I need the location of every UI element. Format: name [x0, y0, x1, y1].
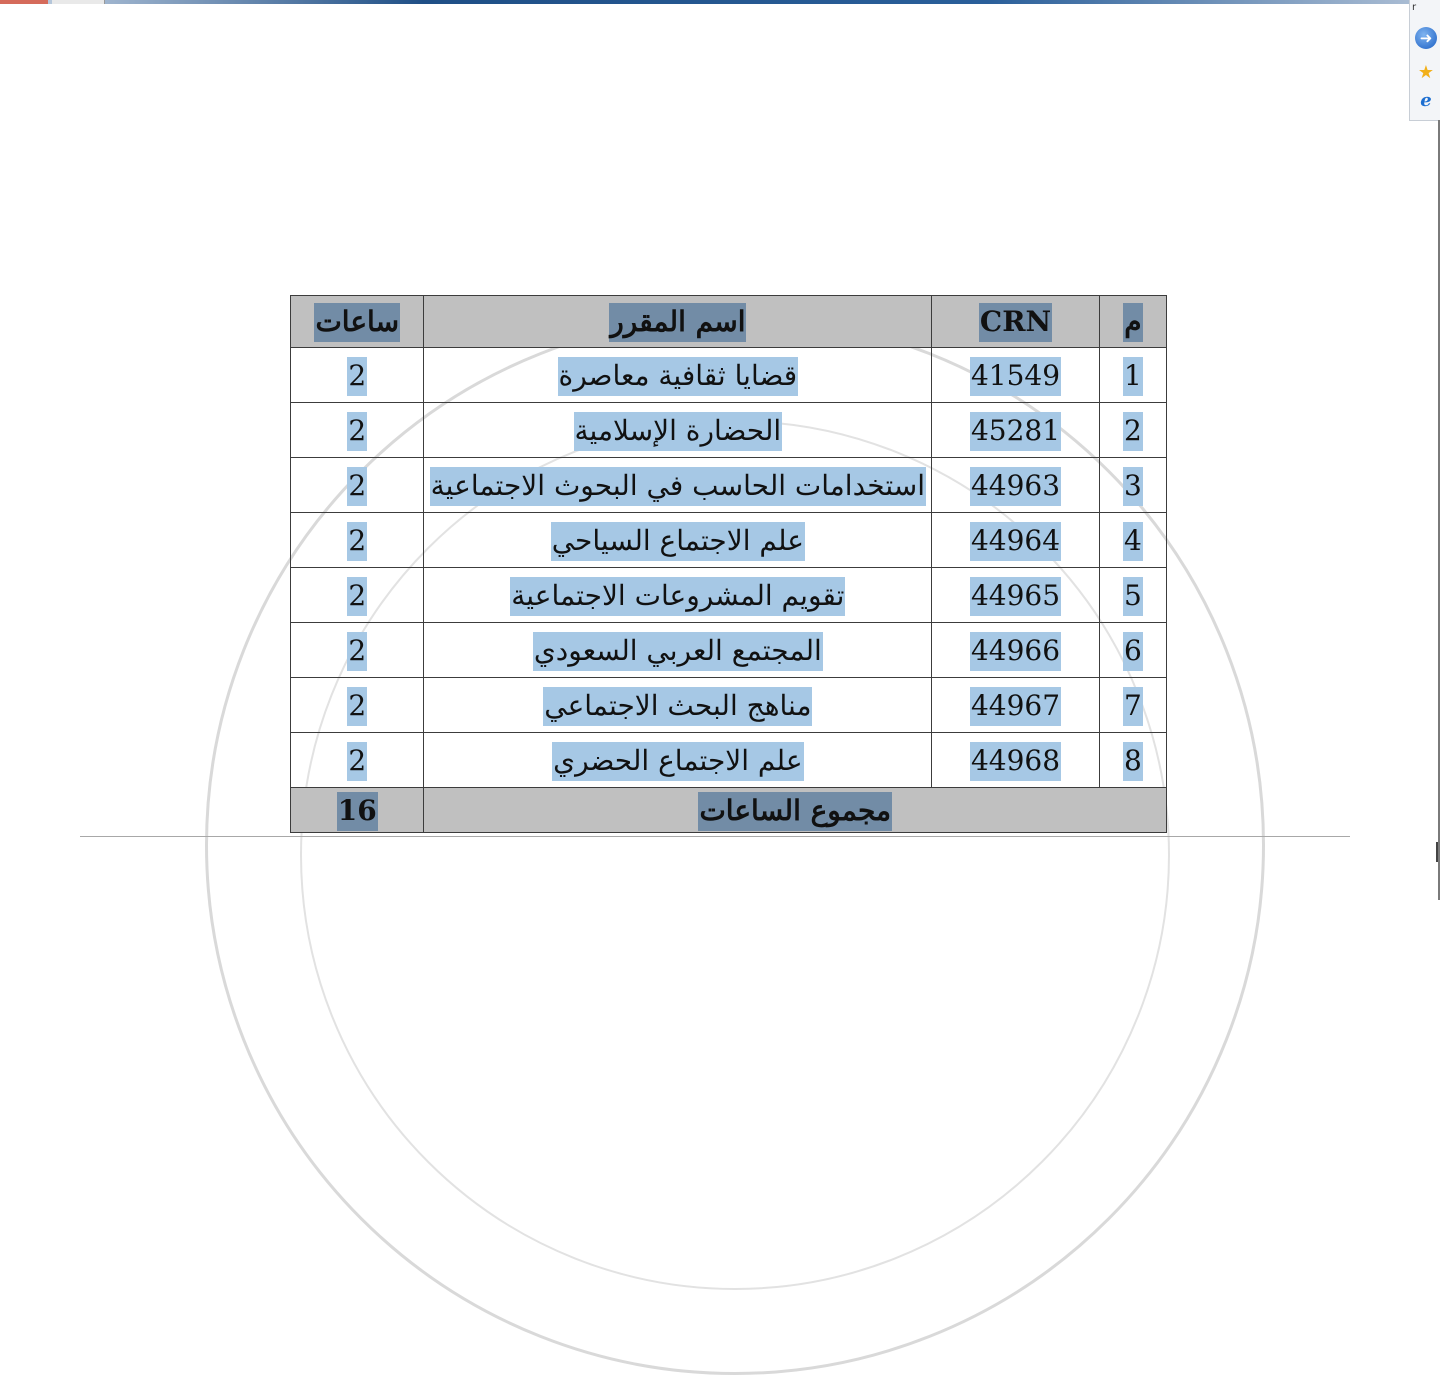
cell-index: 4 [1099, 513, 1166, 568]
table-row [291, 458, 1167, 513]
header-crn: CRN [932, 296, 1100, 348]
cell-crn: 44967 [932, 678, 1100, 733]
cell-course-name: الحضارة الإسلامية [424, 403, 932, 458]
cell-course-name: المجتمع العربي السعودي [424, 623, 932, 678]
browser-side-panel [1409, 0, 1440, 121]
header-index: م [1099, 296, 1166, 348]
total-hours-label: مجموع الساعات [424, 788, 1167, 833]
cell-index: 5 [1099, 568, 1166, 623]
clipped-text: r [1412, 2, 1417, 13]
cell-index: 1 [1099, 348, 1166, 403]
cell-index: 8 [1099, 733, 1166, 788]
browser-tab[interactable] [0, 0, 48, 4]
table-row [291, 678, 1167, 733]
cell-crn: 41549 [932, 348, 1100, 403]
table-row [291, 568, 1167, 623]
cell-hours: 2 [291, 733, 424, 788]
cell-crn: 44964 [932, 513, 1100, 568]
cell-index: 6 [1099, 623, 1166, 678]
cell-crn: 44963 [932, 458, 1100, 513]
browser-top-strip [0, 0, 1410, 4]
table-header-row [291, 296, 1167, 348]
cell-hours: 2 [291, 623, 424, 678]
header-hours: ساعات [291, 296, 424, 348]
internet-explorer-icon[interactable]: e [1420, 89, 1432, 111]
browser-tab[interactable] [52, 0, 105, 4]
cell-course-name: علم الاجتماع الحضري [424, 733, 932, 788]
cell-hours: 2 [291, 458, 424, 513]
cell-index: 7 [1099, 678, 1166, 733]
cell-course-name: تقويم المشروعات الاجتماعية [424, 568, 932, 623]
table-row [291, 623, 1167, 678]
cell-crn: 44968 [932, 733, 1100, 788]
table-row [291, 403, 1167, 458]
table-row [291, 733, 1167, 788]
cell-hours: 2 [291, 348, 424, 403]
cell-crn: 44965 [932, 568, 1100, 623]
favorites-star-icon[interactable]: ★ [1417, 61, 1435, 83]
cell-course-name: مناهج البحث الاجتماعي [424, 678, 932, 733]
cell-course-name: استخدامات الحاسب في البحوث الاجتماعية [424, 458, 932, 513]
cell-course-name: علم الاجتماع السياحي [424, 513, 932, 568]
cell-hours: 2 [291, 568, 424, 623]
cell-index: 2 [1099, 403, 1166, 458]
courses-table [290, 295, 1167, 833]
cell-hours: 2 [291, 403, 424, 458]
table-row [291, 348, 1167, 403]
cell-index: 3 [1099, 458, 1166, 513]
table-row [291, 513, 1167, 568]
cell-hours: 2 [291, 678, 424, 733]
cell-crn: 44966 [932, 623, 1100, 678]
window-edge-mark [1432, 842, 1438, 862]
cell-crn: 45281 [932, 403, 1100, 458]
cell-hours: 2 [291, 513, 424, 568]
cell-course-name: قضايا ثقافية معاصرة [424, 348, 932, 403]
horizontal-rule [80, 836, 1350, 837]
header-course-name: اسم المقرر [424, 296, 932, 348]
table-footer-row [291, 788, 1167, 833]
go-arrow-icon[interactable]: ➜ [1414, 26, 1438, 50]
total-hours-value: 16 [291, 788, 424, 833]
